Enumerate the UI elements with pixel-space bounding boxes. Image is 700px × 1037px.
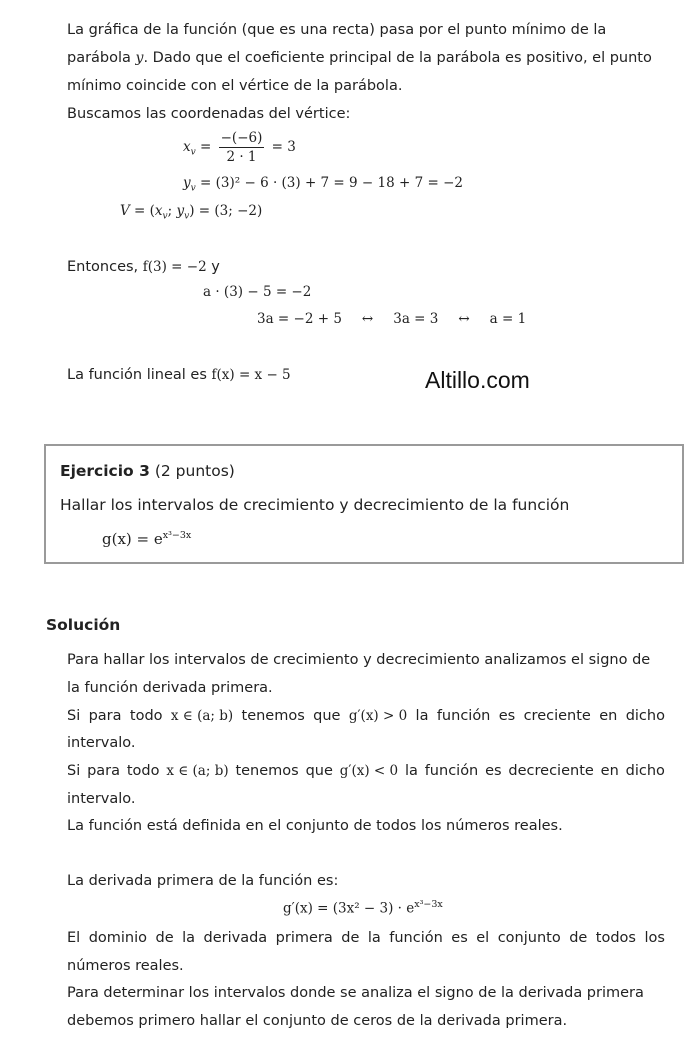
vertex-formula: $V = (x_v$; $y_v) = (3$; −2) xyxy=(120,203,263,222)
exercise-text: Hallar los intervalos de crecimiento y decrecimiento de la función xyxy=(60,496,570,514)
solution-p6b: números reales. xyxy=(67,958,184,974)
solution-p3a: Si para todo x ∈ (a; b) tenemos que g′(x) < 0 la función es decreciente en dicho xyxy=(67,763,665,779)
solution-p1a: Para hallar los intervalos de crecimiento y decrecimiento analizamos el signo de xyxy=(67,652,651,668)
solution-heading: Solución xyxy=(46,616,121,634)
solution-p7b: debemos primero hallar el conjunto de ceros de la derivada primera. xyxy=(67,1013,568,1029)
watermark: Altillo.com xyxy=(425,367,530,393)
intro-line-3: mínimo coincide con el vértice de la parábola. xyxy=(67,78,403,94)
derivative-formula: $g'(x) = (3x^2 - 3) \cdot e^{x^3-3x}$ xyxy=(283,899,443,917)
intro-line-4: Buscamos las coordenadas del vértice: xyxy=(67,106,351,122)
then-line: Entonces, f(3) = −2 y xyxy=(67,259,220,275)
exercise-box xyxy=(44,444,684,564)
solution-p4: La función está definida en el conjunto de todos los números reales. xyxy=(67,818,563,834)
solution-p5: La derivada primera de la función es: xyxy=(67,873,339,889)
solution-p6a: El dominio de la derivada primera de la función es el conjunto de todos los xyxy=(67,930,665,946)
exercise-function: $g(x) = e^{x^3-3x}$ xyxy=(102,530,192,548)
exercise-title: Ejercicio 3 (2 puntos) xyxy=(60,462,235,480)
intro-line-2: parábola y. Dado que el coeficiente principal de la parábola es positivo, el punto xyxy=(67,50,652,66)
yv-formula: $y_v = (3)^2 - 6 \cdot (3) + 7 = 9 - 18 + 7 = -2$ xyxy=(183,175,463,194)
xv-formula: $x_v$ = $\frac{-(-6)}{2 \cdot 1}$ = 3 xyxy=(183,130,296,165)
solution-p2b: intervalo. xyxy=(67,735,136,751)
linear-function-line: La función lineal es f(x) = x − 5 xyxy=(67,367,291,383)
equation-2: 3a = −2 + 5 ↔ 3a = 3 ↔ a = 1 xyxy=(257,311,527,327)
solution-p7a: Para determinar los intervalos donde se analiza el signo de la derivada primera xyxy=(67,985,644,1001)
intro-line-1: La gráfica de la función (que es una recta) pasa por el punto mínimo de la xyxy=(67,22,607,38)
solution-p3b: intervalo. xyxy=(67,791,136,807)
solution-p2a: Si para todo x ∈ (a; b) tenemos que g′(x) > 0 la función es creciente en dicho xyxy=(67,708,665,724)
solution-p1b: la función derivada primera. xyxy=(67,680,273,696)
equation-1: a · (3) − 5 = −2 xyxy=(203,284,312,300)
